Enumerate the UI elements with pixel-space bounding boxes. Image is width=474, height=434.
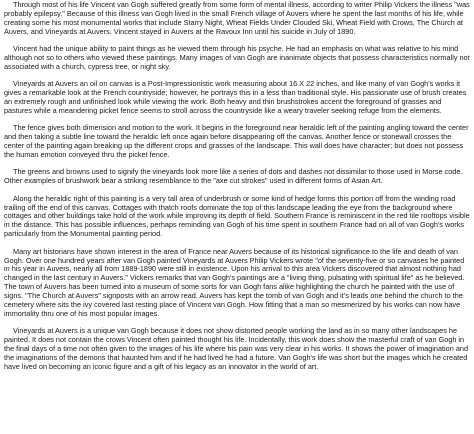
essay-paragraph: Along the heraldic right of this painting is a very tall area of underbrush or some kind of hedge forms this portion off from the winding road trailing off the end of this canvas. Cottages with thatch roofs dominate the top of this landscape leading the eye from the background where cottages and other buildings take hold of the work while improving its depth of field. Southern France is reminiscent in the red tile rooftops visible in the distance. This has possible influences, perhaps reminding van Gogh of his time spent in southern France had on all of van Gogh's works particularly from the Monumental painting period.	[4, 193, 470, 239]
essay-paragraph: The greens and browns used to signify the vineyards look more like a series of dots and dashes not dissimilar to those used in Morse code. Other examples of brushwork bear a striking resemblance to the "axe cut strokes" used in different forms of Asian Art.	[4, 167, 463, 186]
essay-paragraph: The fence gives both dimension and motion to the work. It begins in the foreground near heraldic left of the painting angling toward the center and then taking a subtle line toward the heraldic left once again before disappearing off the canvas. Another fence or stonewall crosses the center of the painting again breaking up the different crops and grasses of the landscape. This wall does have character; but does not possess the human emotion conveyed thru the picket fence.	[4, 123, 469, 159]
essay-paragraph: Through most of his life Vincent van Gogh suffered greatly from some form of mental illness, according to writer Philip Vickers the illness "was probably epilepsy." Because of this illness van Gogh lived in the small French village of Auvers where he spent the last months of his life, while creating some his most monumental works that include Starry Night, Wheat Fields Under Clouded Ski, Wheat Field with Crows, The Church at Auvers, and Vineyards at Auvers. Vincent stayed in Auvers at the Ravoux Inn until his suicide in July of 1890.	[4, 0, 470, 36]
essay-paragraph: Many art historians have shown interest in the area of France near Auvers because of its historical significance to the life and death of van Gogh. Over one hundred years after van Gogh painted Vineyards at Auvers Philip Vickers wrote "of the seventy-five or so canvases he painted in his year in Auvers, nearly all from 1889-1890 were still in existence. Upon his arrival to this area Vickers discovered that almost nothing had changed in the last century in Auvers." Vickers remarks that van Gogh's paintings are a "living thing, pulsating with spiritual life" as he believed. The town of Auvers has been turned into a museum of some sorts for van Gogh fans alike highlighting the church he painted with the use of signs. "The Church at Auvers" signposts with an arrow read. Auvers has kept the tomb of van Gogh and it's leads one behind the church to the cemetery where sits the ivy covered last resting place of Vincent van Gogh. How fitting that a man so mesmerized by his works can now have immortality thru one of his most popular images.	[4, 246, 465, 318]
essay-paragraph: Vineyards at Auvers an oil on canvas is a Post-Impressionistic work measuring about 16 X 22 inches, and like many of van Gogh's works it gives a remarkable look at the French countryside; however, he portrays this in a less than traditional style. His passionate use of brush creates an extremely rough and unfinished look while viewing the work. Both heavy and thin brushstrokes accent the foreground of grasses and pastures while a meandering picket fence seems to stroll across the countryside like a weary traveler seeking refuge from the elements.	[4, 79, 467, 115]
essay-paragraph: Vincent had the unique ability to paint things as he viewed them through his psyche. He had an emphasis on what was relative to his mind although not so to others who viewed these paintings. Many images of van Gogh are inanimate objects that possess characteristics normally not associated with a church, cypress tree, or night sky.	[4, 44, 470, 71]
essay-paragraph: Vineyards at Auvers is a unique van Gogh because it does not show distorted people working the land as in so many other landscapes he painted. It does not contain the crows Vincent often painted thought his life. Incidentally, this work does show the masterful craft of van Gogh in the final days of a time not often given to the images of his life where his pain was very clear in his works. It shows the power of imagination and the imaginations of the demons that haunted him and if he had lived he had a future. Van Gogh's life was short but the images which he created have lived on becoming an iconic figure and a gift of his legacy as an innovator in the world of art.	[4, 326, 468, 371]
